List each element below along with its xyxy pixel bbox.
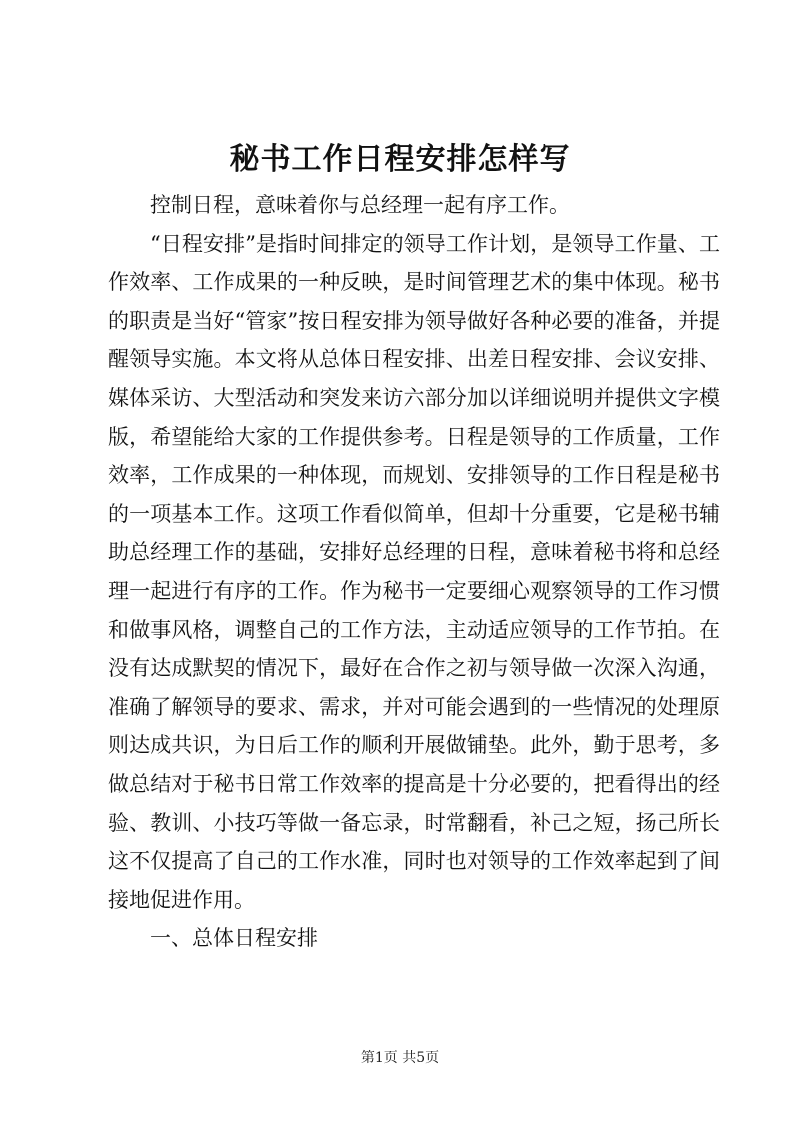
- document-body: [108, 186, 720, 958]
- page-footer: 第1页 共5页: [360, 1050, 440, 1066]
- main-paragraph: “日程安排”是指时间排定的领导工作计划，是领导工作量、工作效率、工作成果的一种反映，是时间管理艺术的集中体现。秘书的职责是当好“管家”按日程安排为领导做好各种必要的准备，并提醒领导实施。本文将从总体日程安排、出差日程安排、会议安排、媒体采访、大型活动和突发来访六部分加以详细说明并提供文字模版，希望能给大家的工作提供参考。日程是领导的工作质量，工作效率，工作成果的一种体现，而规划、安排领导的工作日程是秘书的一项基本工作。这项工作看似简单，但却十分重要，它是秘书辅助总经理工作的基础，安排好总经理的日程，意味着秘书将和总经理一起进行有序的工作。作为秘书一定要细心观察领导的工作习惯和做事风格，调整自己的工作方法，主动适应领导的工作节拍。在没有达成默契的情况下，最好在合作之初与领导做一次深入沟通，准确了解领导的要求、需求，并对可能会遇到的一些情况的处理原则达成共识，为日后工作的顺利开展做铺垫。此外，勤于思考，多做总结对于秘书日常工作效率的提高是十分必要的，把看得出的经验、教训、小技巧等做一备忘录，时常翻看，补己之短，扬己所长这不仅提高了自己的工作水准，同时也对领导的工作效率起到了间接地促进作用。: [108, 231, 720, 912]
- intro-paragraph: 控制日程，意味着你与总经理一起有序工作。: [150, 193, 570, 217]
- document-title: 秘书工作日程安排怎样写: [229, 142, 571, 177]
- section-heading-1: 一、总体日程安排: [150, 926, 318, 951]
